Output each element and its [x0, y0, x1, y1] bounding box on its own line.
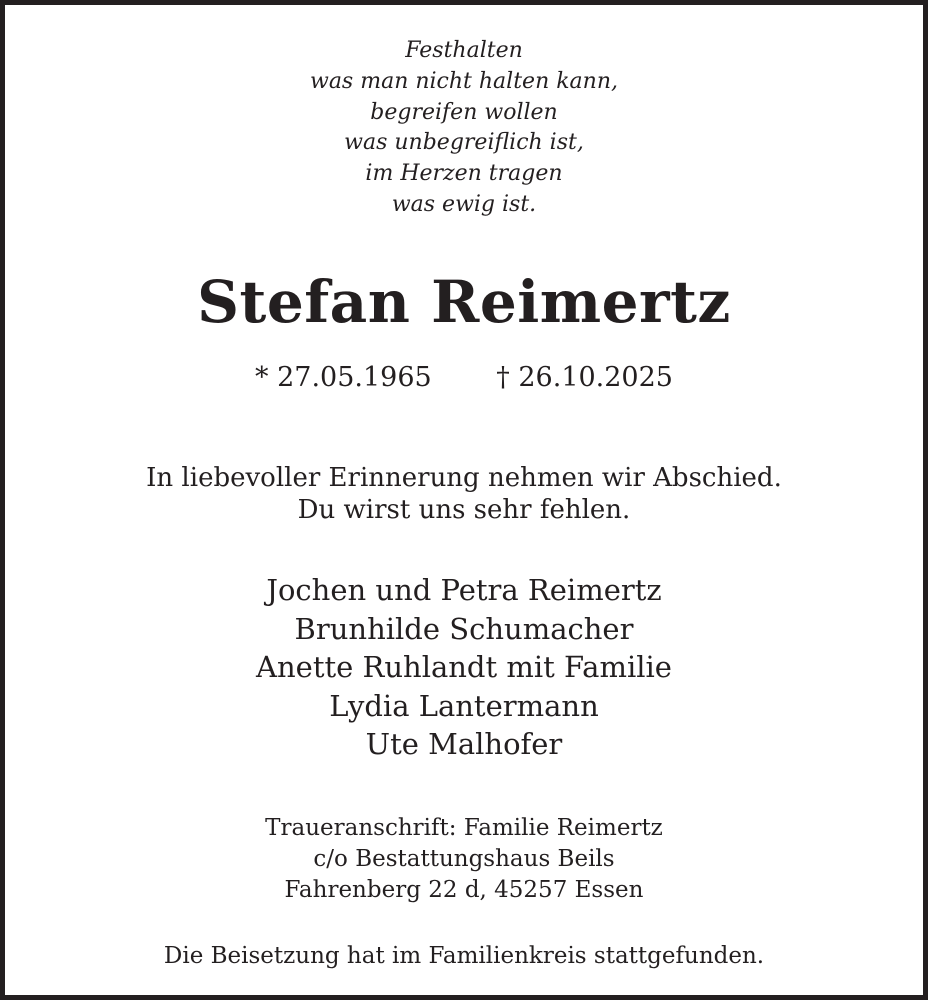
deceased-name: Stefan Reimertz	[197, 268, 731, 336]
closing-note: Die Beisetzung hat im Familienkreis stattgefunden.	[163, 943, 765, 969]
poem	[0, 36, 928, 221]
address-line: Fahrenberg 22 d, 45257 Essen	[284, 877, 644, 903]
poem-line: was unbegreiflich ist,	[344, 130, 584, 156]
mourner: Anette Ruhlandt mit Familie	[256, 650, 672, 684]
death-date: † 26.10.2025	[496, 362, 673, 393]
address-line: c/o Bestattungshaus Beils	[313, 846, 615, 872]
farewell-line: In liebevoller Erinnerung nehmen wir Abschied.	[146, 463, 782, 493]
mourning-address	[0, 813, 928, 906]
poem-line: was man nicht halten kann,	[309, 68, 619, 94]
mourner: Ute Malhofer	[365, 727, 563, 761]
birth-date: * 27.05.1965	[255, 362, 432, 393]
life-dates	[0, 358, 928, 398]
mourner: Brunhilde Schumacher	[294, 611, 634, 646]
poem-line: Festhalten	[405, 38, 523, 63]
address-line: Traueranschrift: Familie Reimertz	[265, 815, 663, 841]
poem-line: was ewig ist.	[391, 191, 537, 217]
mourners-list	[0, 571, 928, 764]
farewell-line: Du wirst uns sehr fehlen.	[297, 495, 631, 525]
poem-line: im Herzen tragen	[365, 161, 563, 187]
mourner: Lydia Lantermann	[329, 688, 599, 723]
poem-line: begreifen wollen	[370, 99, 558, 125]
farewell-text	[0, 462, 928, 526]
mourner: Jochen und Petra Reimertz	[266, 573, 662, 607]
